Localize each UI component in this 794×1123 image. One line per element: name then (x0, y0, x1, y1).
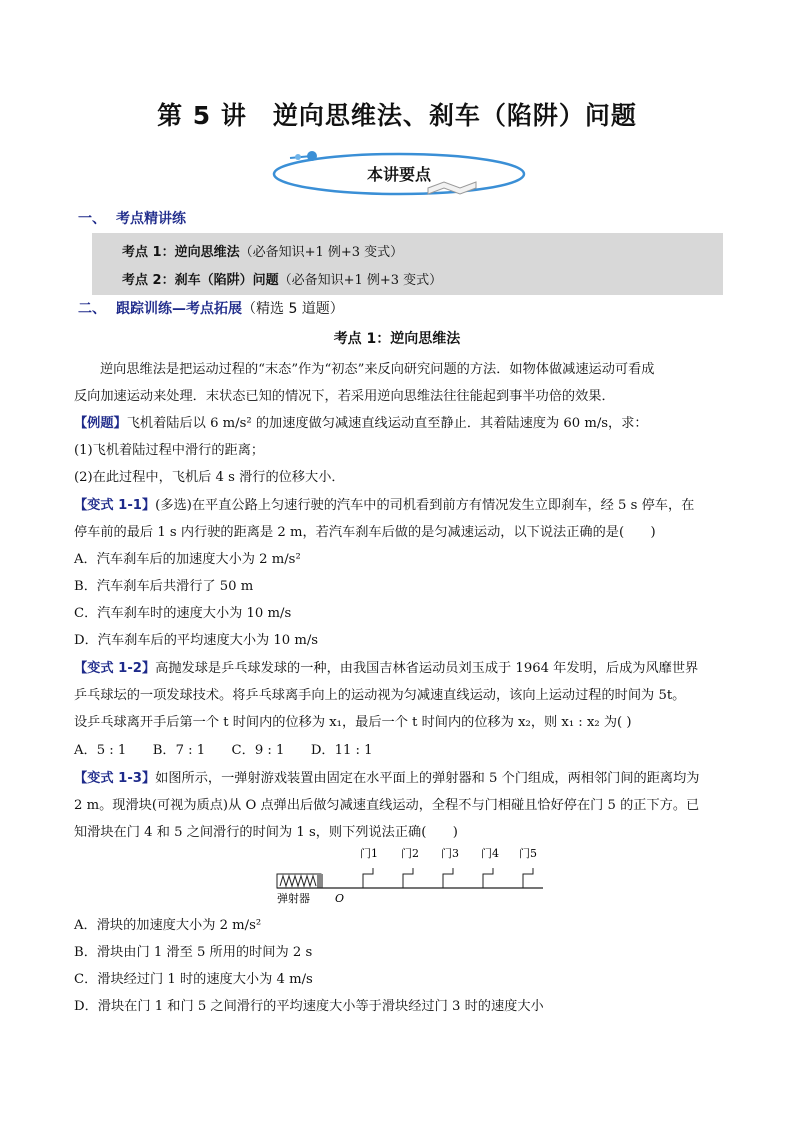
v1-option-b: B．汽车刹车后共滑行了 50 m (74, 579, 254, 594)
v2-line-2: 乒乓球坛的一项发球技术。将乒乓球离手向上的运动视为匀减速直线运动，该向上运动过程的时间为 5t。 (74, 688, 686, 703)
example-text: 飞机着陆后以 6 m/s² 的加速度做匀减速直线运动直至静止．其着陆速度为 60 m/s，求： (126, 416, 648, 431)
example-tag: 【例题】 (74, 416, 127, 431)
section-2-note: （精选 5 道题） (242, 301, 344, 317)
example-q1: (1)飞机着陆过程中滑行的距离； (74, 443, 265, 458)
v3-line-2: 2 m。现滑块(可视为质点)从 O 点弹出后做匀减速直线运动，全程不与门相碰且恰好停在门 5 的正下方。已 (74, 798, 700, 813)
v3-option-a: A．滑块的加速度大小为 2 m/s² (74, 918, 262, 933)
gate-4-label: 门4 (481, 847, 499, 860)
v2-text-1: 高抛发球是乒乓球发球的一种，由我国吉林省运动员刘玉成于 1964 年发明，后成为风靡世界 (155, 661, 699, 676)
v2-tag: 【变式 1-2】 (74, 661, 156, 676)
gate-4 (481, 846, 499, 888)
intro-line-2: 反向加速运动来处理．末状态已知的情况下，若采用逆向思维法往往能起到事半功倍的效果． (74, 389, 615, 404)
outline-item-2 (122, 269, 442, 288)
launcher-plate (317, 874, 323, 888)
section-2-heading (78, 298, 344, 318)
intro-line-1: 逆向思维法是把运动过程的“末态”作为“初态”来反向研究问题的方法．如物体做减速运动可看成 (100, 362, 655, 377)
v3-option-b: B．滑块由门 1 滑至 5 所用的时间为 2 s (74, 945, 313, 960)
section-2-label: 跟踪训练—考点拓展 (116, 301, 242, 317)
v1-option-c: C．汽车刹车时的速度大小为 10 m/s (74, 606, 292, 621)
outline-box (92, 233, 723, 295)
v1-tag: 【变式 1-1】 (74, 498, 156, 513)
launcher-label: 弹射器 (277, 892, 310, 905)
v1-line-2: 停车前的最后 1 s 内行驶的距离是 2 m，若汽车刹车后做的是匀减速运动，以下说法正确的是( ) (74, 525, 656, 540)
outline-item-2-note: （必备知识+1 例+3 变式） (278, 273, 443, 288)
gate-launcher-figure (275, 844, 545, 906)
section-1-heading (78, 208, 186, 228)
gate-5 (519, 846, 537, 888)
origin-label: O (335, 892, 345, 905)
outline-item-2-title: 考点 2：刹车（陷阱）问题 (122, 273, 279, 288)
v1-option-a: A．汽车刹车后的加速度大小为 2 m/s² (74, 552, 301, 567)
v2-line-1 (74, 657, 698, 676)
gate-1-label: 门1 (360, 847, 378, 860)
section-1-label: 考点精讲练 (116, 211, 186, 227)
outline-item-1-title: 考点 1：逆向思维法 (122, 245, 240, 260)
key-points-badge (268, 148, 530, 198)
v2-line-3: 设乒乓球离开手后第一个 t 时间内的位移为 x₁，最后一个 t 时间内的位移为 x₂，则 x₁ : x₂ 为( ) (74, 715, 632, 730)
v1-text-1: (多选)在平直公路上匀速行驶的汽车中的司机看到前方有情况发生立即刹车，经 5 s 停车，在 (155, 498, 695, 513)
v3-option-d: D．滑块在门 1 和门 5 之间滑行的平均速度大小等于滑块经过门 3 时的速度大小 (74, 999, 544, 1014)
outline-item-1-note: （必备知识+1 例+3 变式） (239, 245, 404, 260)
kp1-title: 考点 1：逆向思维法 (333, 331, 461, 347)
v3-option-c: C．滑块经过门 1 时的速度大小为 4 m/s (74, 972, 313, 987)
page-title: 第 5 讲 逆向思维法、刹车（陷阱）问题 (157, 101, 637, 130)
v2-options: A．5 : 1 B．7 : 1 C．9 : 1 D．11 : 1 (74, 743, 373, 758)
v1-option-d: D．汽车刹车后的平均速度大小为 10 m/s (74, 633, 319, 648)
gate-3-label: 门3 (441, 847, 459, 860)
gate-2 (401, 846, 419, 888)
section-1-number: 一、 (78, 211, 106, 227)
section-2-number: 二、 (78, 301, 106, 317)
badge-label: 本讲要点 (366, 165, 431, 184)
gate-3 (441, 846, 459, 888)
v3-line-3: 知滑块在门 4 和 5 之间滑行的时间为 1 s，则下列说法正确( ) (74, 825, 458, 840)
v3-line-1 (74, 767, 699, 786)
v3-tag: 【变式 1-3】 (74, 771, 156, 786)
v3-text-1: 如图所示，一弹射游戏装置由固定在水平面上的弹射器和 5 个门组成，两相邻门间的距离均为 (155, 771, 700, 786)
gate-5-label: 门5 (519, 847, 537, 860)
gate-1 (360, 846, 378, 888)
example-line (74, 412, 648, 431)
gate-2-label: 门2 (401, 847, 419, 860)
outline-item-1 (122, 241, 403, 260)
v1-line-1 (74, 494, 694, 513)
example-q2: (2)在此过程中，飞机后 4 s 滑行的位移大小． (74, 470, 345, 485)
